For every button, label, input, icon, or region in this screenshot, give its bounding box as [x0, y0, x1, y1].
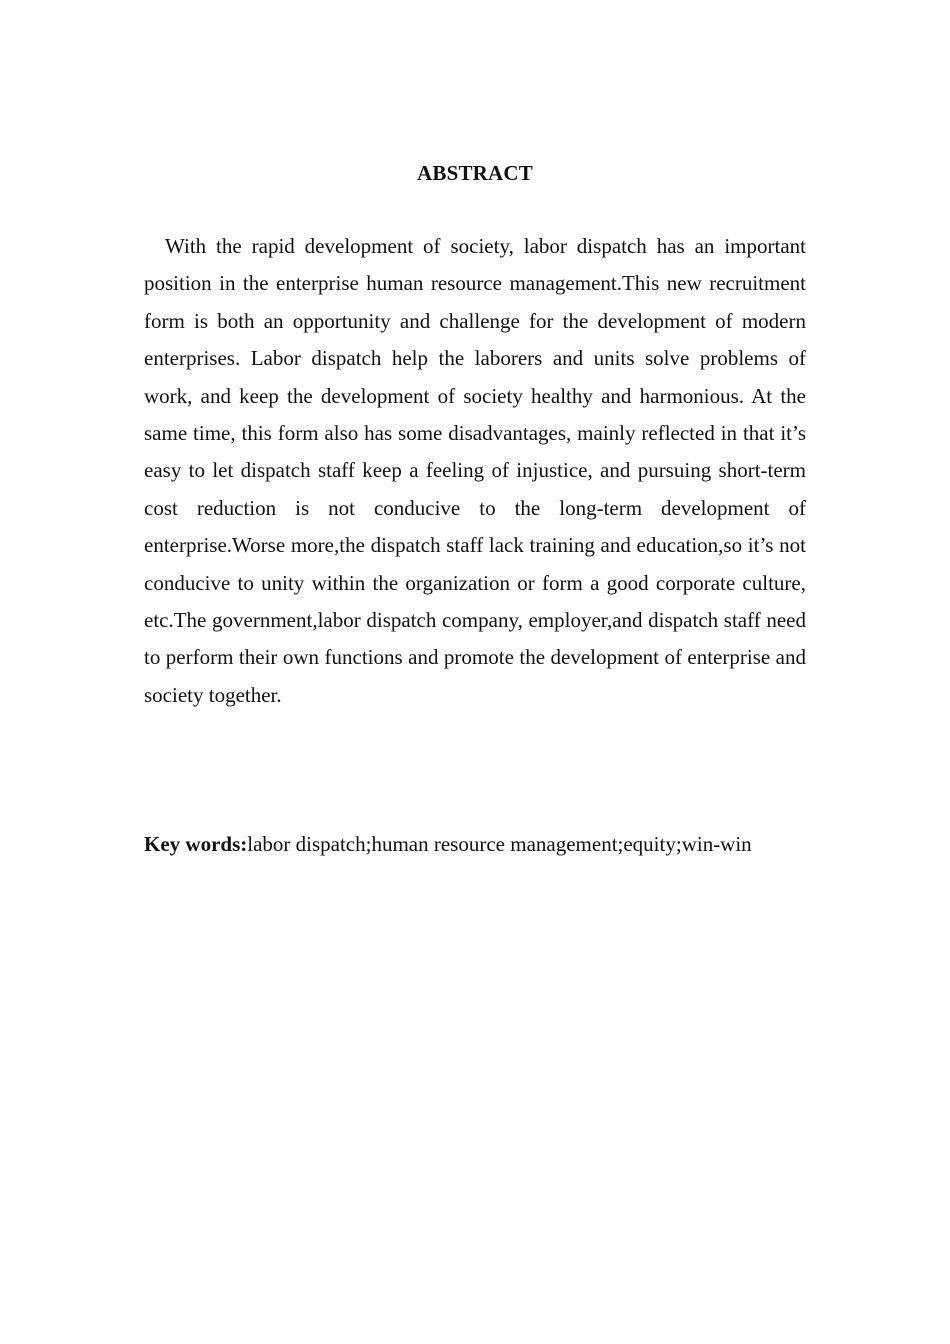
keywords-label: Key words:: [144, 832, 248, 856]
abstract-paragraph: With the rapid development of society, labor dispatch has an important position in the enterprise human resource management.This new recruitment form is both an opportunity and challenge for the development of modern enterprises. Labor dispatch help the laborers and units solve problems of work, and keep the development of society healthy and harmonious. At the same time, this form also has some disadvantages, mainly reflected in that it’s easy to let dispatch staff keep a feeling of injustice, and pursuing short-term cost reduction is not conducive to the long-term development of enterprise.Worse more,the dispatch staff lack training and education,so it’s not conducive to unity within the organization or form a good corporate culture, etc.The government,labor dispatch company, employer,and dispatch staff need to perform their own functions and promote the development of enterprise and society together.: [144, 234, 806, 707]
keywords-value: labor dispatch;human resource management;equity;win-win: [247, 832, 752, 856]
keywords-line: [144, 826, 844, 863]
abstract-heading: ABSTRACT: [417, 161, 533, 185]
